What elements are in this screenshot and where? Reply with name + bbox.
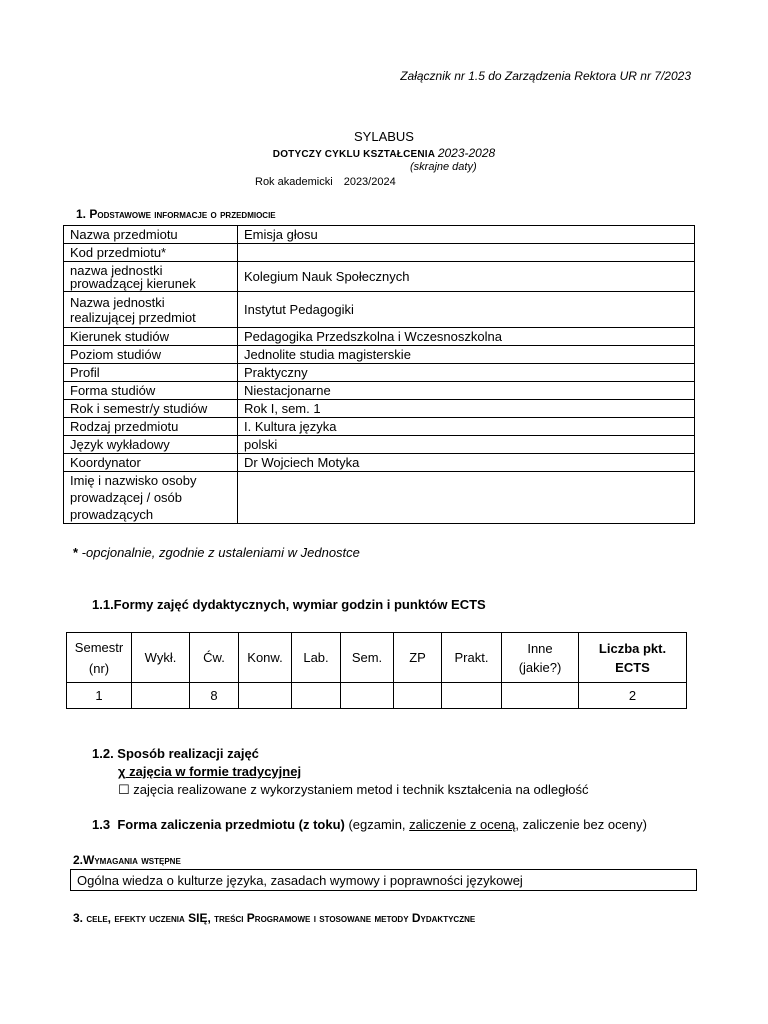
table-row bbox=[64, 262, 695, 292]
note-text: -opcjonalnie, zgodnie z ustaleniami w Jednostce bbox=[78, 545, 360, 560]
prerequisites-box: Ogólna wiedza o kulturze języka, zasadach wymowy i poprawności językowej bbox=[70, 869, 697, 891]
row-value bbox=[238, 472, 695, 524]
col-ects: Liczba pkt. ECTS bbox=[579, 633, 687, 683]
col-konw: Konw. bbox=[239, 633, 292, 683]
row-value: Rok I, sem. 1 bbox=[238, 400, 695, 418]
nr-label: (nr) bbox=[88, 660, 110, 676]
assessment-options-pre: (egzamin, bbox=[344, 817, 410, 832]
academic-year-value: 2023/2024 bbox=[343, 176, 396, 188]
inne-label: Inne bbox=[527, 640, 553, 656]
basic-info-table bbox=[63, 225, 695, 524]
row-label: Nazwa jednostki realizującej przedmiot bbox=[64, 292, 238, 328]
table-row bbox=[64, 328, 695, 346]
col-cw: Ćw. bbox=[190, 633, 239, 683]
col-inne bbox=[502, 633, 579, 683]
row-label: nazwa jednostki prowadzącej kierunek bbox=[64, 262, 238, 292]
row-label: Imię i nazwisko osoby prowadzącej / osób prowadzących bbox=[64, 472, 238, 524]
academic-year bbox=[255, 176, 396, 188]
row-label: Koordynator bbox=[64, 454, 238, 472]
col-semestr bbox=[67, 633, 132, 683]
row-value: Instytut Pedagogiki bbox=[238, 292, 695, 328]
table-row bbox=[64, 226, 695, 244]
table-row bbox=[64, 400, 695, 418]
cell-cw: 8 bbox=[190, 683, 239, 709]
row-label: Kierunek studiów bbox=[64, 328, 238, 346]
section-1-3-title: Forma zaliczenia przedmiotu (z toku) bbox=[117, 817, 345, 832]
cell-lab bbox=[292, 683, 341, 709]
col-prakt: Prakt. bbox=[442, 633, 502, 683]
table-row bbox=[64, 382, 695, 400]
row-label: Rok i semestr/y studiów bbox=[64, 400, 238, 418]
option-remote-label: zajęcia realizowane z wykorzystaniem metod i technik kształcenia na odległość bbox=[129, 782, 589, 797]
cell-sem bbox=[341, 683, 394, 709]
semestr-label: Semestr bbox=[74, 639, 124, 655]
table-row bbox=[64, 418, 695, 436]
table-header-row bbox=[67, 633, 687, 683]
row-value: Kolegium Nauk Społecznych bbox=[238, 262, 695, 292]
table-row bbox=[64, 364, 695, 382]
table-row bbox=[64, 346, 695, 364]
col-lab: Lab. bbox=[292, 633, 341, 683]
table-row bbox=[64, 244, 695, 262]
checked-mark-icon: χ bbox=[118, 764, 126, 779]
row-value: Praktyczny bbox=[238, 364, 695, 382]
section-1-heading: 1. Podstawowe informacje o przedmiocie bbox=[76, 207, 276, 221]
section-1-3-heading bbox=[92, 817, 647, 832]
cell-zp bbox=[394, 683, 442, 709]
row-value bbox=[238, 244, 695, 262]
empty-checkbox-icon: ☐ bbox=[118, 782, 130, 797]
cycle-years: 2023-2028 bbox=[437, 146, 496, 160]
row-label: Kod przedmiotu* bbox=[64, 244, 238, 262]
assessment-selected: zaliczenie z oceną bbox=[409, 817, 516, 832]
row-label: Forma studiów bbox=[64, 382, 238, 400]
section-1-3-number: 1.3 bbox=[92, 817, 111, 832]
col-zp: ZP bbox=[394, 633, 442, 683]
academic-year-label: Rok akademicki bbox=[255, 176, 333, 188]
cycle-line bbox=[0, 146, 768, 160]
row-label: Rodzaj przedmiotu bbox=[64, 418, 238, 436]
table-row bbox=[64, 436, 695, 454]
note-star: * bbox=[73, 545, 79, 560]
row-value: Jednolite studia magisterskie bbox=[238, 346, 695, 364]
class-forms-table bbox=[66, 632, 687, 709]
row-value: Niestacjonarne bbox=[238, 382, 695, 400]
table-row bbox=[64, 454, 695, 472]
row-label: Profil bbox=[64, 364, 238, 382]
cycle-note: (skrajne daty) bbox=[410, 161, 477, 173]
cell-wykl bbox=[132, 683, 190, 709]
annex-note: Załącznik nr 1.5 do Zarządzenia Rektora UR nr 7/2023 bbox=[400, 69, 691, 83]
section-1-2-heading: 1.2. Sposób realizacji zajęć bbox=[92, 746, 259, 761]
row-label: Poziom studiów bbox=[64, 346, 238, 364]
cycle-label: DOTYCZY CYKLU KSZTAŁCENIA bbox=[272, 149, 435, 160]
section-1-1-heading: 1.1.Formy zajęć dydaktycznych, wymiar godzin i punktów ECTS bbox=[92, 597, 486, 612]
table-row bbox=[67, 683, 687, 709]
row-value: Emisja głosu bbox=[238, 226, 695, 244]
row-label: Nazwa przedmiotu bbox=[64, 226, 238, 244]
section-2-heading: 2.Wymagania wstępne bbox=[73, 853, 181, 867]
table-row bbox=[64, 292, 695, 328]
cell-semestr: 1 bbox=[67, 683, 132, 709]
option-traditional-label: zajęcia w formie tradycyjnej bbox=[125, 764, 302, 779]
option-remote bbox=[118, 782, 588, 798]
row-label: Język wykładowy bbox=[64, 436, 238, 454]
document-title: SYLABUS bbox=[354, 129, 414, 144]
col-sem: Sem. bbox=[341, 633, 394, 683]
row-value: Pedagogika Przedszkolna i Wczesnoszkolna bbox=[238, 328, 695, 346]
cell-prakt bbox=[442, 683, 502, 709]
col-wykl: Wykł. bbox=[132, 633, 190, 683]
row-value: polski bbox=[238, 436, 695, 454]
row-value: Dr Wojciech Motyka bbox=[238, 454, 695, 472]
cell-konw bbox=[239, 683, 292, 709]
row-value: I. Kultura języka bbox=[238, 418, 695, 436]
cell-inne bbox=[502, 683, 579, 709]
table-row bbox=[64, 472, 695, 524]
assessment-options-post: , zaliczenie bez oceny) bbox=[515, 817, 647, 832]
cell-ects: 2 bbox=[579, 683, 687, 709]
section-3-heading: 3. cele, efekty uczenia SIĘ, treści Programowe i stosowane metody Dydaktyczne bbox=[73, 911, 476, 925]
jakie-label: (jakie?) bbox=[518, 659, 562, 675]
option-traditional bbox=[118, 764, 301, 779]
optional-note bbox=[73, 545, 360, 560]
